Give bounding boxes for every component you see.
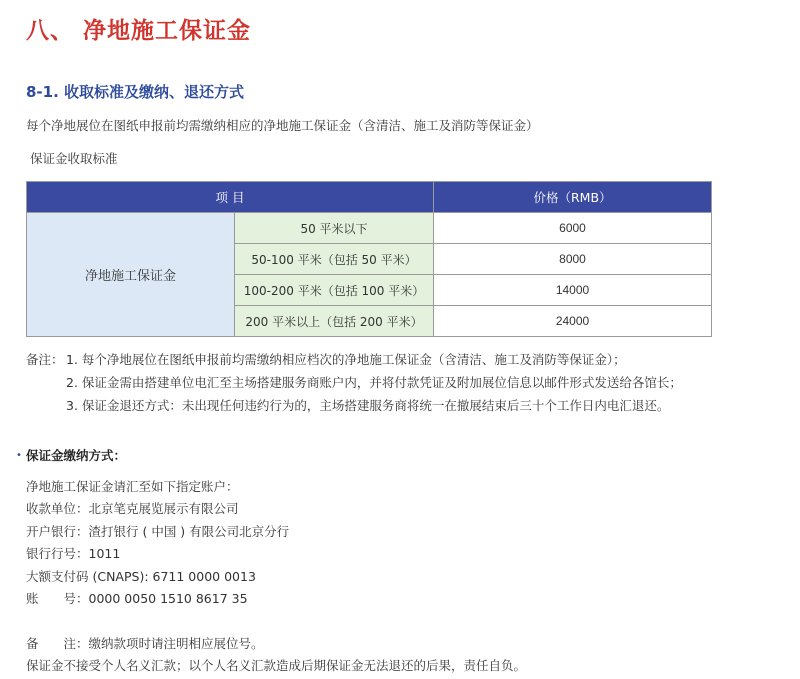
item-cell: 100-200 平米（包括 100 平米） — [235, 275, 434, 306]
note-item: 3. 保证金退还方式：未出现任何违约行为的，主场搭建服务商将统一在撤展结束后三十个工作日内电汇退还。 — [66, 398, 670, 413]
payment-line: 大额支付码 (CNAPS): 6711 0000 0013 — [26, 569, 256, 584]
category-cell: 净地施工保证金 — [27, 213, 235, 337]
price-cell: 6000 — [434, 213, 712, 244]
intro-text: 每个净地展位在图纸申报前均需缴纳相应的净地施工保证金（含清洁、施工及消防等保证金） — [26, 118, 539, 133]
table-header-row — [27, 182, 712, 213]
payment-line: 银行行号：1011 — [26, 546, 121, 561]
table-label: 保证金收取标准 — [30, 151, 118, 166]
payment-remark: 备 注：缴纳款项时请注明相应展位号。 — [26, 636, 264, 651]
price-cell: 8000 — [434, 244, 712, 275]
payment-line: 账 号：0000 0050 1510 8617 35 — [26, 591, 248, 606]
price-cell: 24000 — [434, 306, 712, 337]
payment-line: 开户银行：渣打银行 ( 中国 ) 有限公司北京分行 — [26, 524, 290, 539]
bullet-dot-icon: • — [16, 450, 22, 461]
item-cell: 50-100 平米（包括 50 平米） — [235, 244, 434, 275]
item-cell: 50 平米以下 — [235, 213, 434, 244]
page-title: 八、 净地施工保证金 — [26, 18, 252, 44]
note-item: 2. 保证金需由搭建单位电汇至主场搭建服务商账户内，并将付款凭证及附加展位信息以邮件形式发送给各馆长； — [66, 375, 682, 390]
deposit-fee-table — [26, 181, 712, 337]
payment-warning: 保证金不接受个人名义汇款；以个人名义汇款造成后期保证金无法退还的后果，责任自负。 — [26, 658, 527, 673]
payment-heading: 保证金缴纳方式： — [26, 448, 127, 463]
price-cell: 14000 — [434, 275, 712, 306]
table-row — [27, 213, 712, 244]
notes-prefix: 备注： — [26, 352, 64, 367]
item-cell: 200 平米以上（包括 200 平米） — [235, 306, 434, 337]
header-item: 项 目 — [27, 182, 434, 213]
payment-line: 收款单位：北京笔克展览展示有限公司 — [26, 501, 239, 516]
header-price: 价格（RMB） — [434, 182, 712, 213]
note-item: 1. 每个净地展位在图纸申报前均需缴纳相应档次的净地施工保证金（含清洁、施工及消防等保证金）； — [66, 352, 626, 367]
section-subtitle: 8-1. 收取标准及缴纳、退还方式 — [26, 83, 245, 101]
payment-line: 净地施工保证金请汇至如下指定账户： — [26, 479, 239, 494]
